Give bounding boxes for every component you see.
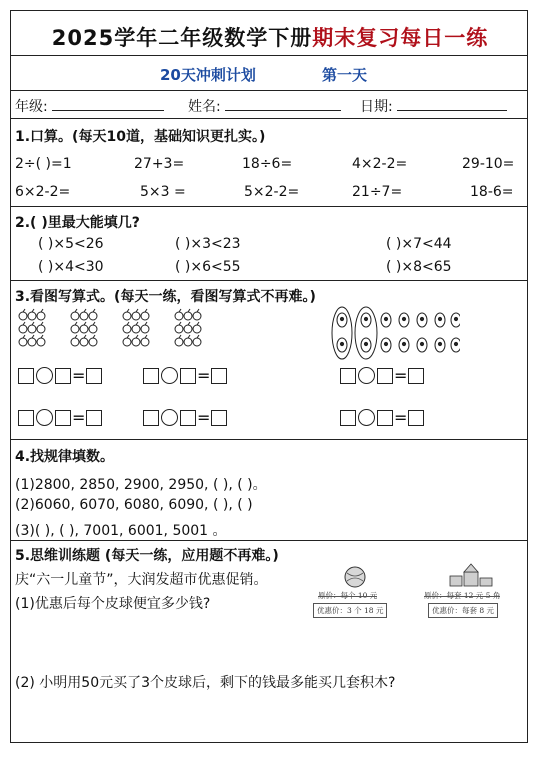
- apple-groups-picture: [18, 308, 218, 353]
- inequality-item: ( )×8<65: [386, 259, 452, 275]
- divider: [10, 118, 528, 119]
- divider: [10, 280, 528, 281]
- divider: [10, 55, 528, 56]
- divider: [10, 206, 528, 207]
- answer-box[interactable]: [86, 368, 102, 384]
- page-title-highlight: 期末复习每日一练: [312, 26, 489, 50]
- inequality-item: ( )×4<30: [38, 259, 104, 275]
- section2-title: 2.( )里最大能填几?: [15, 215, 140, 231]
- grade-field[interactable]: [15, 96, 164, 116]
- divider: [10, 90, 528, 91]
- question-1: (1)优惠后每个皮球便宜多少钱?: [15, 596, 211, 612]
- ball-icon: [343, 565, 367, 589]
- answer-box[interactable]: [408, 368, 424, 384]
- calc-item: 18÷6=: [242, 156, 293, 172]
- answer-box[interactable]: [55, 368, 71, 384]
- operator-circle[interactable]: [36, 409, 53, 426]
- divider: [10, 439, 528, 440]
- answer-box[interactable]: [340, 410, 356, 426]
- calc-item: 5×2-2=: [244, 184, 300, 200]
- answer-box[interactable]: [55, 410, 71, 426]
- calc-item: 6×2-2=: [15, 184, 71, 200]
- date-label: 日期:: [360, 99, 393, 115]
- answer-box[interactable]: [340, 368, 356, 384]
- name-field[interactable]: [188, 96, 341, 116]
- answer-box[interactable]: [18, 410, 34, 426]
- problem-intro: 庆“六一儿童节”，大润发超市优惠促销。: [15, 572, 268, 588]
- answer-box[interactable]: [143, 410, 159, 426]
- operator-circle[interactable]: [161, 367, 178, 384]
- answer-box[interactable]: [408, 410, 424, 426]
- answer-box[interactable]: [86, 410, 102, 426]
- day-label: 第一天: [322, 66, 368, 84]
- operator-circle[interactable]: [358, 367, 375, 384]
- section4-title: 4.找规律填数。: [15, 449, 115, 465]
- page-title: 2025学年二年级数学下册期末复习每日一练: [51, 26, 489, 50]
- calc-item: 5×3 =: [140, 184, 186, 200]
- operator-circle[interactable]: [358, 409, 375, 426]
- answer-box[interactable]: [180, 368, 196, 384]
- calc-item: 27+3=: [134, 156, 185, 172]
- calc-item: 18-6=: [470, 184, 514, 200]
- grouped-items-picture: [330, 305, 460, 361]
- answer-box[interactable]: [180, 410, 196, 426]
- divider: [10, 540, 528, 541]
- answer-box[interactable]: [143, 368, 159, 384]
- operator-circle[interactable]: [36, 367, 53, 384]
- grade-blank[interactable]: [52, 98, 164, 111]
- answer-box[interactable]: [377, 368, 393, 384]
- equation-template: =: [143, 408, 227, 427]
- operator-circle[interactable]: [161, 409, 178, 426]
- pattern-line: (3)( ), ( ), 7001, 6001, 5001 。: [15, 523, 227, 539]
- calc-item: 2÷( )=1: [15, 156, 72, 172]
- answer-box[interactable]: [211, 368, 227, 384]
- answer-box[interactable]: [377, 410, 393, 426]
- equation-template: =: [18, 408, 102, 427]
- equation-template: =: [340, 408, 424, 427]
- pattern-line: (1)2800, 2850, 2900, 2950, ( ), ( )。: [15, 477, 267, 493]
- date-blank[interactable]: [397, 98, 507, 111]
- name-blank[interactable]: [225, 98, 341, 111]
- calc-item: 29-10=: [462, 156, 515, 172]
- section3-title: 3.看图写算式。(每天一练，看图写算式不再难。): [15, 289, 316, 305]
- inequality-item: ( )×6<55: [175, 259, 241, 275]
- equation-template: =: [143, 366, 227, 385]
- equation-template: =: [340, 366, 424, 385]
- equation-template: =: [18, 366, 102, 385]
- date-field[interactable]: [360, 96, 507, 116]
- answer-box[interactable]: [18, 368, 34, 384]
- plan-label: 20天冲刺计划: [160, 66, 256, 84]
- inequality-item: ( )×3<23: [175, 236, 241, 252]
- inequality-item: ( )×5<26: [38, 236, 104, 252]
- answer-box[interactable]: [211, 410, 227, 426]
- calc-item: 4×2-2=: [352, 156, 408, 172]
- name-label: 姓名:: [188, 99, 221, 115]
- ball-original-price: 原价：每个 10 元: [318, 591, 378, 600]
- blocks-original-price: 原价：每套 12 元 5 角: [424, 591, 501, 600]
- question-2: (2) 小明用50元买了3个皮球后，剩下的钱最多能买几套积木?: [15, 675, 396, 691]
- grade-label: 年级:: [15, 99, 48, 115]
- inequality-item: ( )×7<44: [386, 236, 452, 252]
- building-blocks-icon: [448, 562, 494, 588]
- ball-sale-price: 优惠价：3 个 18 元: [313, 603, 387, 618]
- pattern-line: (2)6060, 6070, 6080, 6090, ( ), ( ): [15, 497, 253, 513]
- calc-item: 21÷7=: [352, 184, 403, 200]
- blocks-sale-price: 优惠价：每套 8 元: [428, 603, 498, 618]
- section5-title: 5.思维训练题 (每天一练，应用题不再难。): [15, 548, 279, 564]
- section1-title: 1.口算。(每天10道，基础知识更扎实。): [15, 129, 266, 145]
